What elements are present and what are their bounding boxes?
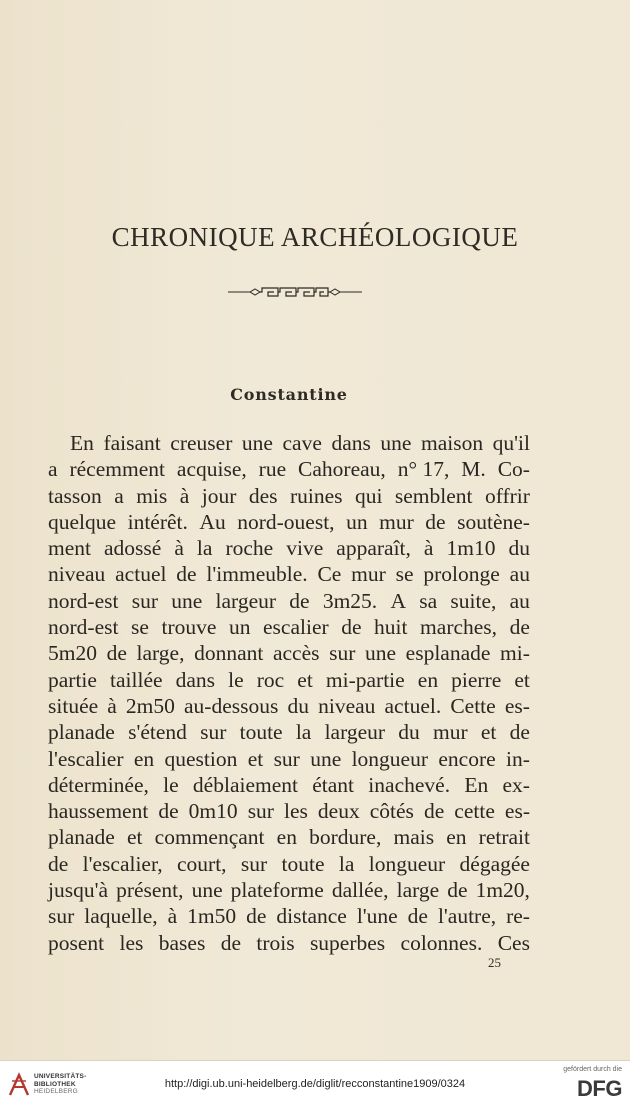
word: cave: [282, 431, 322, 455]
word: vive: [286, 536, 324, 561]
word: du: [508, 536, 530, 561]
word: Ce: [317, 562, 342, 587]
word: es-: [504, 693, 530, 718]
page-number: 25: [488, 955, 501, 970]
word: en: [446, 825, 467, 850]
word: niveau: [48, 562, 106, 587]
body-paragraph: [48, 430, 530, 956]
word: l'escalier: [48, 746, 124, 771]
word: de: [220, 930, 241, 955]
word: re-: [506, 904, 530, 929]
text-line: [48, 588, 530, 614]
word: plateforme: [230, 878, 324, 903]
word: en: [276, 825, 297, 850]
word: a: [114, 483, 124, 508]
word: roche: [225, 536, 274, 561]
text-line: [48, 614, 530, 640]
word: 1m20,: [475, 878, 530, 903]
word: ment: [48, 536, 91, 561]
word: de: [48, 851, 69, 876]
word: actuel: [115, 562, 167, 587]
text-line: [48, 824, 530, 850]
word: acquise,: [176, 457, 247, 482]
word: récemment: [69, 457, 165, 482]
word: en: [133, 746, 155, 771]
word: marches,: [420, 615, 498, 640]
text-line: [48, 798, 530, 824]
word: se: [395, 562, 414, 587]
word: une: [241, 431, 273, 455]
word: un: [346, 509, 368, 534]
word: largeur: [215, 588, 277, 613]
word: n° 17,: [397, 457, 450, 482]
word: mais: [393, 825, 435, 850]
word: s'étend: [128, 720, 187, 745]
word: une: [171, 588, 203, 613]
text-line: [48, 851, 530, 877]
word: esplanade: [405, 641, 491, 666]
word: de: [289, 588, 310, 613]
word: huit: [374, 615, 408, 640]
word: à: [423, 536, 434, 561]
word: en: [417, 667, 439, 692]
word: une: [310, 746, 342, 771]
word: et: [247, 746, 264, 771]
word: une: [191, 878, 223, 903]
word: laquelle,: [84, 904, 158, 929]
word: l'une: [356, 904, 398, 929]
word: dans: [175, 667, 216, 692]
word: l'autre,: [437, 904, 497, 929]
word: des: [248, 483, 278, 508]
word: planade: [48, 825, 115, 850]
word: escalier: [263, 615, 329, 640]
word: nord-ouest,: [237, 509, 335, 534]
word: de: [246, 904, 267, 929]
word: a: [48, 457, 58, 482]
word: sur: [48, 904, 75, 929]
word: les: [284, 799, 308, 824]
word: toute: [239, 720, 283, 745]
word: au: [509, 562, 530, 587]
word: présent,: [116, 878, 184, 903]
word: apparaît,: [336, 536, 411, 561]
footer-bar: [0, 1060, 630, 1109]
word: sur: [273, 746, 300, 771]
word: A: [390, 588, 406, 613]
word: large,: [136, 641, 185, 666]
word: du: [287, 693, 309, 718]
word: qu'il: [492, 431, 530, 455]
word: et: [480, 720, 497, 745]
word: à: [167, 904, 178, 929]
word: se: [131, 615, 149, 640]
word: jour: [201, 483, 237, 508]
word: intérêt.: [127, 509, 188, 534]
word: tasson: [48, 483, 102, 508]
word: niveau: [318, 693, 376, 718]
word: située: [48, 693, 99, 718]
word: le: [163, 772, 179, 797]
word: retrait: [478, 825, 530, 850]
institution-line-2: BIBLIOTHEK: [34, 1080, 76, 1088]
word: et: [297, 667, 313, 692]
permalink-url[interactable]: http://digi.ub.uni-heidelberg.de/diglit/recconstantine1909/0324: [164, 1078, 466, 1090]
word: mur: [351, 562, 386, 587]
word: longueur: [368, 851, 446, 876]
page-title: CHRONIQUE ARCHÉOLOGIQUE: [111, 222, 519, 252]
word: du: [398, 720, 420, 745]
text-line: [48, 561, 530, 587]
word: l'escalier,: [82, 851, 163, 876]
word: toute: [281, 851, 325, 876]
word: dégagée: [459, 851, 530, 876]
word: à: [179, 483, 190, 508]
word: de: [176, 562, 197, 587]
word: la: [338, 851, 355, 876]
word: in-: [506, 746, 530, 771]
word: sur: [247, 799, 274, 824]
word: une: [380, 431, 412, 455]
word: les: [119, 930, 144, 955]
word: sur: [200, 720, 227, 745]
text-line: [48, 509, 530, 535]
word: mur: [433, 720, 468, 745]
word: es-: [504, 799, 530, 824]
word: roc: [256, 667, 285, 692]
word: faisant: [103, 431, 161, 455]
word: suite,: [450, 588, 497, 613]
word: à: [107, 693, 117, 718]
word: de: [447, 878, 468, 903]
word: M.: [461, 457, 486, 482]
word: En: [70, 431, 94, 455]
text-line: [48, 667, 530, 693]
word: semblent: [394, 483, 473, 508]
word: trouve: [161, 615, 217, 640]
word: partie: [48, 667, 97, 692]
word: offrir: [484, 483, 530, 508]
text-line: [48, 535, 530, 561]
text-line: [48, 903, 530, 929]
text-line: [48, 483, 530, 509]
text-line: [48, 746, 530, 772]
word: mi-partie: [325, 667, 405, 692]
word: qui: [354, 483, 383, 508]
word: largeur: [324, 720, 386, 745]
word: Au: [199, 509, 226, 534]
word: mi-: [500, 641, 530, 666]
word: deux: [317, 799, 360, 824]
text-line: [48, 877, 530, 903]
word: ruines: [289, 483, 343, 508]
word: rue: [258, 457, 287, 482]
word: jusqu'à: [48, 878, 109, 903]
word: creuser: [170, 431, 233, 455]
word: une: [365, 641, 397, 666]
word: actuel.: [384, 693, 442, 718]
word: 1m10: [446, 536, 496, 561]
section-heading: Constantine: [230, 385, 348, 404]
word: dallée,: [331, 878, 389, 903]
text-line: [48, 930, 530, 956]
text-line: [48, 640, 530, 666]
word: ex-: [502, 772, 530, 797]
word: la: [295, 720, 312, 745]
word: mis: [136, 483, 168, 508]
word: Cette: [450, 693, 496, 718]
word: de: [423, 799, 445, 824]
word: dans: [331, 431, 371, 455]
word: superbes: [309, 930, 386, 955]
word: trois: [256, 930, 295, 955]
text-line: [48, 693, 530, 719]
word: 2m50: [125, 693, 175, 718]
word: de: [106, 641, 127, 666]
word: de: [425, 509, 446, 534]
word: cette: [454, 799, 495, 824]
word: étant: [312, 772, 355, 797]
word: En: [464, 772, 489, 797]
word: l'immeuble.: [206, 562, 308, 587]
word: donnant: [194, 641, 264, 666]
word: posent: [48, 930, 105, 955]
funder-label: gefördert durch die: [563, 1066, 622, 1073]
word: la: [196, 536, 213, 561]
text-line: [48, 719, 530, 745]
word: au: [509, 588, 530, 613]
word: pierre: [451, 667, 502, 692]
word: large: [396, 878, 440, 903]
word: de: [509, 720, 530, 745]
word: 5m20: [48, 641, 97, 666]
word: bases: [158, 930, 206, 955]
word: taillée: [110, 667, 163, 692]
word: soutène-: [457, 509, 530, 534]
word: court,: [177, 851, 227, 876]
word: nord-est: [48, 588, 119, 613]
word: bordure,: [309, 825, 382, 850]
dfg-logo: DFG: [577, 1076, 622, 1101]
word: à: [174, 536, 184, 561]
word: accès: [272, 641, 320, 666]
text-line: [48, 772, 530, 798]
word: déblaiement: [192, 772, 298, 797]
word: et: [514, 667, 530, 692]
word: sur: [329, 641, 356, 666]
text-line: [48, 456, 530, 482]
word: 3m25.: [322, 588, 378, 613]
word: inachevé.: [368, 772, 451, 797]
word: adossé: [104, 536, 162, 561]
word: quelque: [48, 509, 117, 534]
word: 1m50: [187, 904, 237, 929]
word: question: [164, 746, 238, 771]
word: commençant: [154, 825, 265, 850]
word: sur: [240, 851, 268, 876]
word: planade: [48, 720, 115, 745]
word: encore: [438, 746, 496, 771]
word: un: [228, 615, 251, 640]
word: haussement: [48, 799, 149, 824]
word: de: [407, 904, 428, 929]
word: Cahoreau,: [298, 457, 386, 482]
word: longueur: [351, 746, 429, 771]
word: prolonge: [423, 562, 500, 587]
word: Co-: [497, 457, 530, 482]
word: Ces: [497, 930, 530, 955]
word: côtés: [369, 799, 414, 824]
word: distance: [276, 904, 347, 929]
word: au-dessous: [184, 693, 279, 718]
word: nord-est: [48, 615, 119, 640]
word: et: [127, 825, 143, 850]
institution-line-1: UNIVERSITÄTS-: [34, 1073, 87, 1080]
text-line: [48, 430, 530, 456]
word: sa: [419, 588, 438, 613]
word: de: [509, 615, 530, 640]
word: déterminée,: [48, 772, 149, 797]
word: de: [341, 615, 362, 640]
ornament-divider: [228, 284, 362, 300]
word: le: [228, 667, 244, 692]
word: colonnes.: [400, 930, 483, 955]
word: de: [158, 799, 179, 824]
institution-line-3: HEIDELBERG: [34, 1088, 78, 1095]
word: maison: [421, 431, 484, 455]
word: mur: [379, 509, 414, 534]
word: sur: [131, 588, 158, 613]
word: 0m10: [188, 799, 238, 824]
